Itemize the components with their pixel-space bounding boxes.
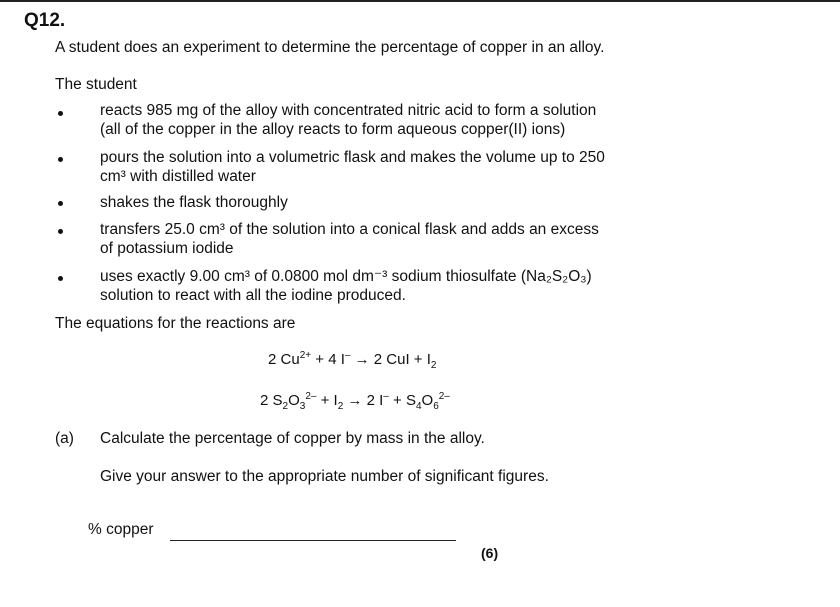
bullet-icon xyxy=(58,201,63,206)
bullet-icon xyxy=(58,229,63,234)
marks-allocation: (6) xyxy=(481,545,499,561)
equation-2: 2 $S_2O_3^{2-} + I_2 \to 2$ $I^- + S_4O_6^{2-}$ xyxy=(260,391,450,412)
answer-label: % copper xyxy=(88,521,154,538)
step-line: of potassium iodide xyxy=(100,240,234,257)
bullet-icon xyxy=(58,111,63,116)
sigfig-note: Give your answer to the appropriate number of significant figures. xyxy=(100,468,549,485)
step-line: reacts 985 mg of the alloy with concentrated nitric acid to form a solution xyxy=(100,102,597,119)
bullet-icon xyxy=(58,157,63,162)
question-intro: A student does an experiment to determine the percentage of copper in an alloy. xyxy=(55,39,605,56)
top-border-rule xyxy=(0,0,840,2)
answer-line[interactable] xyxy=(170,540,456,541)
part-a-instruction: Calculate the percentage of copper by mass in the alloy. xyxy=(100,430,485,447)
step-line: uses exactly 9.00 cm³ of 0.0800 mol dm⁻³ sodium thiosulfate (Na₂S₂O₃) xyxy=(100,268,592,285)
step-line: solution to react with all the iodine produced. xyxy=(100,287,406,304)
question-number: Q12. xyxy=(24,10,66,31)
equations-intro: The equations for the reactions are xyxy=(55,315,296,332)
step-line: cm³ with distilled water xyxy=(100,168,256,185)
step-line: pours the solution into a volumetric flask and makes the volume up to 250 xyxy=(100,149,605,166)
bullet-icon xyxy=(58,276,63,281)
step-line: transfers 25.0 cm³ of the solution into a conical flask and adds an excess xyxy=(100,221,599,238)
step-line: (all of the copper in the alloy reacts to form aqueous copper(II) ions) xyxy=(100,121,566,138)
step-line: shakes the flask thoroughly xyxy=(100,194,288,211)
student-lead: The student xyxy=(55,76,137,93)
equation-1: 2 $Cu^{2+} + 4$ I– → 2 CuI + $I_2$ xyxy=(268,350,437,371)
part-a-label: (a) xyxy=(55,430,74,447)
